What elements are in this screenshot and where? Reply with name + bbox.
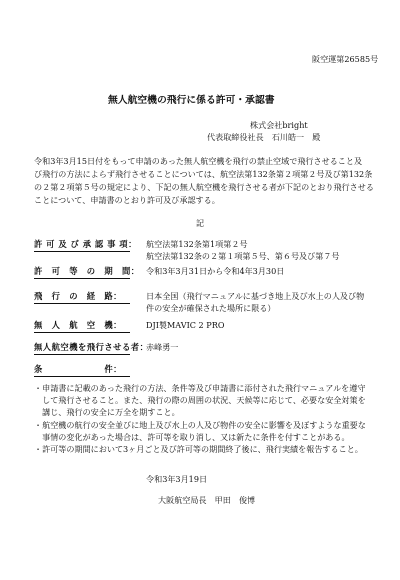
- matters-line-1: 航空法第132条第1項第２号: [146, 239, 248, 249]
- operator-label: 無人航空機を飛行させる者：: [34, 342, 149, 352]
- condition-line-4: ・航空機の航行の安全並びに地上及び水上の人及び物件の安全に影響を及ぼすような重要な: [34, 420, 366, 430]
- issue-date: 令和3年3月19日: [146, 474, 208, 484]
- operator-underline: [34, 354, 130, 355]
- matters-label: 許 可 及 び 承 認 事 項：: [34, 239, 137, 249]
- intro-line-3: の２第２項第５号の規定により、下記の無人航空機を飛行させる者が下記のとおり飛行させる: [34, 182, 374, 192]
- recipient-representative: 代表取締役社長 石川皓一 殿: [207, 132, 321, 142]
- route-line-1: 日本全国（飛行マニュアルに基づき地上及び水上の人及び物: [146, 291, 365, 301]
- intro-line-4: ことについて、申請書のとおり許可及び承認する。: [34, 195, 220, 205]
- document-number: 阪空運第26585号: [312, 54, 379, 64]
- route-underline: [34, 303, 130, 304]
- aircraft-value: DJI製MAVIC 2 PRO: [146, 320, 225, 330]
- condition-line-1: ・申請書に記載のあった飛行の方法、条件等及び申請書に添付された飛行マニュアルを遵守: [34, 383, 366, 393]
- condition-line-5: 事情の変化があった場合は、許可等を取り消し、又は新たに条件を付すことがある。: [34, 432, 350, 442]
- period-value: 令和3年3月31日から令和4年3月30日: [146, 266, 285, 276]
- condition-line-3: 講じ、飛行の安全に万全を期すこと。: [34, 407, 180, 417]
- period-underline: [34, 278, 130, 279]
- aircraft-underline: [34, 332, 130, 333]
- intro-line-2: び飛行の方法によらず飛行させることについては、航空法第132条第２項第２号及び第132条: [34, 169, 373, 179]
- issuer: 大阪航空局長 甲田 俊博: [158, 495, 256, 505]
- condition-line-2: して飛行させること。また、飛行の際の周囲の状況、天候等に応じて、必要な安全対策を: [34, 395, 366, 405]
- conditions-underline: [34, 376, 130, 377]
- recipient-company: 株式会社bright: [250, 120, 308, 130]
- condition-line-6: ・許可等の期間において3ヶ月ごと及び許可等の期間終了後に、飛行実績を報告すること。: [34, 444, 363, 454]
- period-label: 許 可 等 の 期 間：: [34, 266, 140, 276]
- aircraft-label: 無 人 航 空 機：: [34, 320, 122, 330]
- document-title: 無人航空機の飛行に係る許可・承認書: [108, 95, 275, 106]
- conditions-label: 条 件：: [34, 364, 122, 374]
- intro-line-1: 令和3年3月15日付をもって申請のあった無人航空機を飛行の禁止空域で飛行させること及: [34, 156, 363, 166]
- route-label: 飛 行 の 経 路：: [34, 291, 122, 301]
- route-line-2: 件の安全が確保された場所に限る）: [146, 303, 276, 313]
- matters-underline: [34, 251, 130, 252]
- operator-value: 赤峰勇一: [146, 342, 179, 352]
- matters-line-2: 航空法第132条の２第１項第５号、第６号及び第７号: [146, 251, 340, 261]
- ki-heading: 記: [196, 218, 205, 228]
